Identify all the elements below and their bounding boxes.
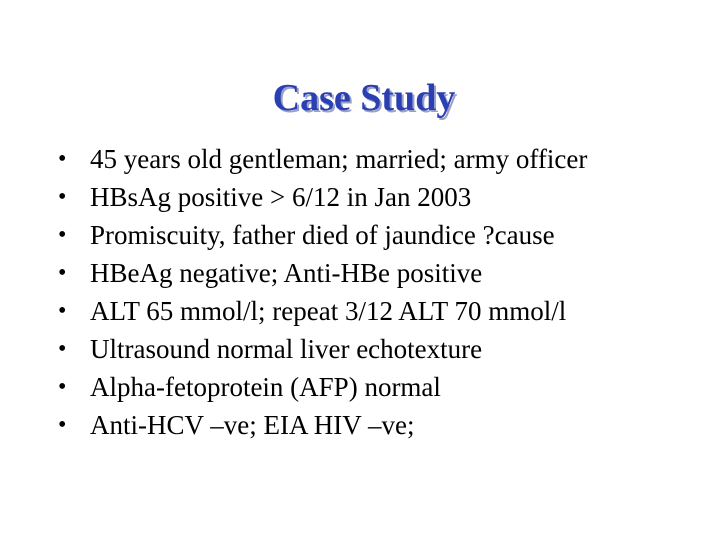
- bullet-icon: •: [58, 412, 67, 438]
- list-item: [56, 216, 587, 254]
- list-item-text: Anti-HCV –ve; EIA HIV –ve;: [90, 410, 415, 440]
- list-item: [56, 140, 587, 178]
- list-item: [56, 178, 587, 216]
- list-item-text: Promiscuity, father died of jaundice ?cause: [90, 220, 555, 250]
- list-item-text: 45 years old gentleman; married; army officer: [90, 144, 588, 174]
- bullet-list: [56, 140, 587, 444]
- bullet-icon: •: [58, 336, 67, 362]
- list-item: [56, 292, 587, 330]
- bullet-icon: •: [58, 184, 67, 210]
- list-item-text: HBsAg positive > 6/12 in Jan 2003: [90, 182, 472, 212]
- bullet-icon: •: [58, 222, 67, 248]
- slide-title: Case Study: [272, 77, 456, 119]
- list-item-text: Alpha-fetoprotein (AFP) normal: [90, 372, 441, 402]
- list-item: [56, 330, 587, 368]
- list-item-text: Ultrasound normal liver echotexture: [90, 334, 483, 364]
- list-item: [56, 254, 587, 292]
- list-item: [56, 368, 587, 406]
- list-item: [56, 406, 587, 444]
- bullet-icon: •: [58, 298, 67, 324]
- bullet-icon: •: [58, 146, 67, 172]
- bullet-icon: •: [58, 260, 67, 286]
- list-item-text: HBeAg negative; Anti-HBe positive: [90, 258, 483, 288]
- list-item-text: ALT 65 mmol/l; repeat 3/12 ALT 70 mmol/l: [90, 296, 567, 326]
- bullet-icon: •: [58, 374, 67, 400]
